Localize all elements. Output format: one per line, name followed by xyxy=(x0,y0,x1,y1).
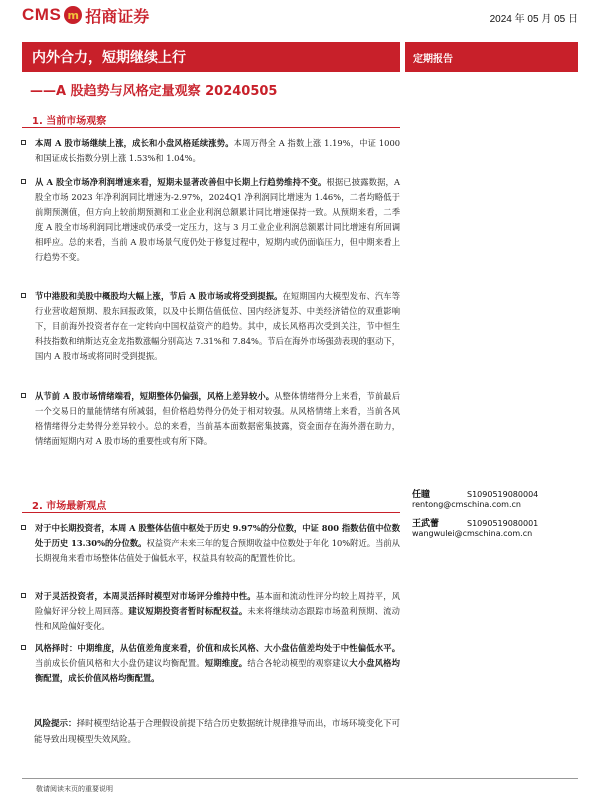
bullet-icon xyxy=(21,593,26,598)
list-item: 对于灵活投资者，本周灵活择时模型对市场评分维持中性。基本面和流动性评分均较上周持平，风险偏好评分较上周回落。建议短期投资者暂时标配权益。未来将继续动态跟踪市场盈利预期、流动性和风险偏好变化。 xyxy=(35,589,400,634)
list-item: 从 A 股全市场净利润增速来看，短期未显著改善但中长期上行趋势维持不变。根据已披露数据，A 股全市场 2023 年净利润同比增速为-2.97%，2024Q1 净利润同比增速为 1.46%，二者均略低于前期预测值，但方向上较前期预测和工业企业利润总额累计同比增速保持一致。从预期来看，二季度 A 股全市场利润同比增速或仍承受一定压力，这与 3 月工业企业利润总额累计同比增速有所回调相呼应。总的来看，当前 A 股市场景气度仍处于修复过程中，短期内或仍面临压力，但中期来看上行趋势不变。 xyxy=(35,175,400,265)
analyst-email[interactable]: wangwulei@cmschina.com.cn xyxy=(412,529,533,538)
report-title: 内外合力，短期继续上行 xyxy=(22,42,400,72)
list-item: 从节前 A 股市场情绪端看，短期整体仍偏强，风格上差异较小。从整体情绪得分上来看，节前最后一个交易日的量能情绪有所减弱，但价格趋势得分仍处于相对较强。从风格情绪上来看，当前各风格情绪得分走势得分差异较小。总的来看，当前基本面数据密集披露，资金面存在海外潜在助力，情绪面短期内对 A 股市场的重要性或有所下降。 xyxy=(35,389,400,449)
company-logo xyxy=(22,4,149,26)
list-item: 对于中长期投资者，本周 A 股整体估值中枢处于历史 9.97%的分位数，中证 800 指数估值中位数处于历史 13.30%的分位数。权益资产未来三年的复合预期收益中位数处于年化 10%附近。当前从长期视角来看市场整体估值处于偏低水平，权益具有较高的配置性价比。 xyxy=(35,521,400,566)
list-item: 风格择时：中期维度，从估值差角度来看，价值和成长风格、大小盘估值差均处于中性偏低水平。当前成长价值风格和大小盘仍建议均衡配置。短期维度。结合各轮动模型的观察建议大小盘风格均衡配置，成长价值风格均衡配置。 xyxy=(35,641,400,686)
risk-warning: 风险提示：择时模型结论基于合理假设前提下结合历史数据统计规律推导而出，市场环境变化下可能导致出现模型失效风险。 xyxy=(34,719,400,745)
report-date: 2024 年 05 月 05 日 xyxy=(489,14,578,25)
section-1-heading: 1. 当前市场观察 xyxy=(22,111,400,128)
logo-text: CMS xyxy=(22,5,62,24)
bullet-icon xyxy=(21,525,26,530)
logo-cn-text: 招商证券 xyxy=(85,6,150,26)
section-2-heading: 2. 市场最新观点 xyxy=(22,496,400,513)
analyst-email[interactable]: rentong@cmschina.com.cn xyxy=(412,500,521,509)
bullet-icon xyxy=(21,645,26,650)
footer-divider xyxy=(22,778,578,779)
bullet-icon xyxy=(21,293,26,298)
bullet-icon xyxy=(21,140,26,145)
analyst-license: S1090519080004 xyxy=(467,490,539,499)
analyst-license: S1090519080001 xyxy=(467,519,539,528)
list-item: 节中港股和美股中概股均大幅上涨，节后 A 股市场或将受到提振。在短期国内大模型发布、汽车等行业营收超预期、股东回报政策，以及中长期估值低位、国内经济复苏、中美经济错位的双重影响下，目前海外投资者存在一定转向中国权益资产的趋势。其中，成长风格再次受到关注，节中恒生科技指数和纳斯达克金龙指数涨幅分别高达 7.31%和 7.84%。节后在海外市场强劲表现的驱动下，国内 A 股市场或将同时受到提振。 xyxy=(35,289,400,364)
footer-note: 敬请阅读末页的重要说明 xyxy=(36,785,113,793)
report-subtitle: ——A 股趋势与风格定量观察 20240505 xyxy=(30,84,278,99)
list-item: 本周 A 股市场继续上涨，成长和小盘风格延续涨势。本周万得全 A 指数上涨 1.19%，中证 1000 和国证成长指数分别上涨 1.53%和 1.04%。 xyxy=(35,136,400,166)
analyst-1: 任瞳 S1090519080004 rentong@cmschina.com.cn xyxy=(412,490,539,509)
analyst-2: 王武蕾 S1090519080001 wangwulei@cmschina.com.cn xyxy=(412,519,539,538)
report-type: 定期报告 xyxy=(405,42,578,72)
bullet-icon xyxy=(21,393,26,398)
logo-mark-icon: m xyxy=(64,6,82,24)
bullet-icon xyxy=(21,179,26,184)
